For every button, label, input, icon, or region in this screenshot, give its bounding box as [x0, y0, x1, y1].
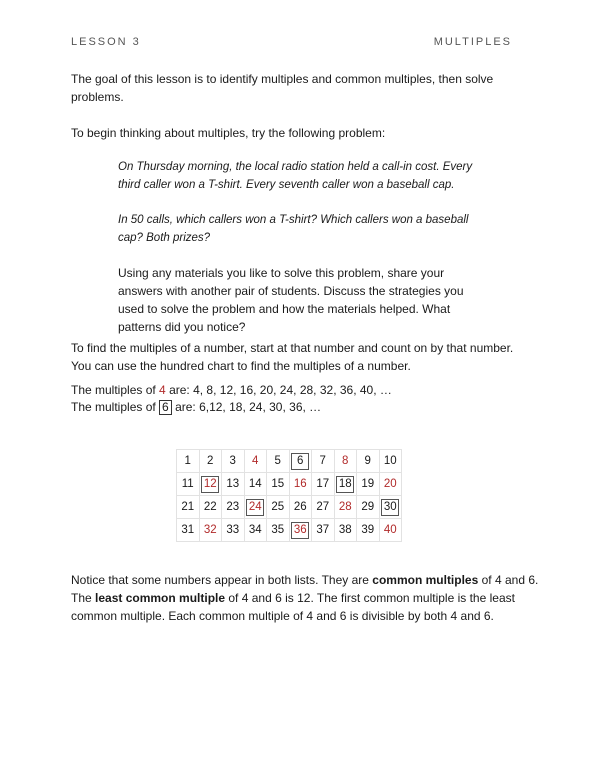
number-4-highlight: 4: [159, 383, 166, 397]
chart-cell-number: 6: [291, 453, 309, 470]
chart-cell: [379, 450, 402, 473]
chart-cell: [312, 450, 335, 473]
chart-cell: [379, 496, 402, 519]
multiples-of-6-prefix: The multiples of: [71, 400, 160, 414]
chart-cell-number: 10: [383, 455, 397, 467]
chart-cell: [177, 450, 200, 473]
chart-cell: [177, 473, 200, 496]
chart-cell-number: 32: [203, 524, 217, 536]
chart-cell-number: 1: [184, 455, 191, 467]
chart-cell-number: 28: [338, 501, 352, 513]
chart-cell-number: 25: [271, 501, 285, 513]
chart-cell: [222, 496, 245, 519]
chart-cell: [267, 496, 290, 519]
chart-cell-number: 30: [381, 499, 399, 516]
problem-question: In 50 calls, which callers won a T-shirt? Which callers won a baseball cap? Both prizes?: [118, 214, 469, 244]
multiples-of-4-prefix: The multiples of: [71, 383, 160, 397]
chart-cell-number: 29: [361, 501, 375, 513]
chart-cell: [379, 519, 402, 542]
chart-cell: [267, 519, 290, 542]
chart-cell-number: 16: [293, 478, 307, 490]
chart-cell: [199, 496, 222, 519]
chart-cell-number: 37: [316, 524, 330, 536]
discussion-prompt: Using any materials you like to solve this problem, share your answers with another pair of students. Discuss the strategies you used to solve the problem and how the materials helped. What patterns did you notice?: [118, 266, 464, 334]
chart-cell: [199, 473, 222, 496]
chart-cell: [312, 519, 335, 542]
chart-cell-number: 4: [252, 455, 259, 467]
chart-cell: [357, 450, 380, 473]
chart-cell: [334, 519, 357, 542]
chart-cell: [334, 496, 357, 519]
multiples-of-6-line: [71, 398, 541, 416]
intro-paragraph: The goal of this lesson is to identify multiples and common multiples, then solve problems.: [71, 72, 494, 104]
chart-cell-number: 22: [203, 501, 217, 513]
hundred-chart: [176, 449, 402, 542]
chart-row: [177, 450, 402, 473]
chart-cell-number: 7: [319, 455, 326, 467]
chart-cell-number: 18: [336, 476, 354, 493]
problem-statement: On Thursday morning, the local radio station held a call-in cost. Every third caller won a T-shirt. Every seventh caller won a baseball cap.: [118, 161, 473, 191]
chart-cell: [312, 473, 335, 496]
chart-cell: [267, 450, 290, 473]
chart-cell-number: 34: [248, 524, 262, 536]
number-6-boxed: 6: [159, 400, 172, 415]
chart-cell-number: 13: [226, 478, 240, 490]
chart-cell-number: 2: [207, 455, 214, 467]
multiples-of-6-list: are: 6,12, 18, 24, 30, 36, …: [171, 400, 322, 414]
chart-cell-number: 11: [181, 478, 194, 490]
chart-cell: [334, 450, 357, 473]
chart-cell: [289, 496, 312, 519]
lesson-topic: MULTIPLES: [433, 36, 512, 48]
chart-cell-number: 36: [291, 522, 309, 539]
find-multiples-paragraph: To find the multiples of a number, start at that number and count on by that number. You can use the hundred chart to find the multiples of a number.: [71, 341, 514, 373]
chart-cell-number: 21: [181, 501, 195, 513]
chart-cell-number: 26: [293, 501, 307, 513]
chart-row: [177, 519, 402, 542]
chart-cell-number: 14: [248, 478, 262, 490]
chart-cell: [357, 473, 380, 496]
chart-cell: [379, 473, 402, 496]
notice-paragraph: [71, 571, 541, 625]
chart-cell: [244, 450, 267, 473]
chart-cell-number: 27: [316, 501, 330, 513]
chart-cell-number: 35: [271, 524, 285, 536]
chart-cell: [289, 519, 312, 542]
chart-cell-number: 40: [383, 524, 397, 536]
chart-cell-number: 39: [361, 524, 375, 536]
chart-cell: [267, 473, 290, 496]
chart-cell-number: 17: [316, 478, 330, 490]
least-common-multiple-term: least common multiple: [95, 591, 226, 605]
chart-cell-number: 38: [338, 524, 352, 536]
chart-cell: [222, 450, 245, 473]
chart-cell: [244, 473, 267, 496]
multiples-of-4-list: are: 4, 8, 12, 16, 20, 24, 28, 32, 36, 40, …: [165, 383, 392, 397]
chart-cell: [177, 496, 200, 519]
chart-cell: [334, 473, 357, 496]
chart-cell-number: 24: [246, 499, 264, 516]
lesson-label: LESSON 3: [71, 36, 141, 48]
chart-cell-number: 19: [361, 478, 375, 490]
notice-text-3: of 4 and 6 is 12. The first common multiple is the least common multiple. Each common multiple of 4 and 6 is divisible by both 4 and 6.: [71, 591, 515, 623]
chart-cell: [199, 450, 222, 473]
notice-text-2: of 4 and 6. The: [71, 573, 539, 605]
chart-cell: [289, 450, 312, 473]
chart-cell: [222, 473, 245, 496]
chart-cell: [222, 519, 245, 542]
chart-cell: [244, 519, 267, 542]
chart-cell-number: 12: [201, 476, 219, 493]
page-header: [71, 36, 512, 48]
common-multiples-term: common multiples: [372, 573, 479, 587]
chart-cell-number: 9: [364, 455, 371, 467]
chart-cell: [357, 496, 380, 519]
chart-cell: [312, 496, 335, 519]
chart-cell-number: 15: [271, 478, 285, 490]
chart-cell-number: 20: [383, 478, 397, 490]
chart-cell: [357, 519, 380, 542]
notice-text-1: Notice that some numbers appear in both lists. They are: [71, 573, 373, 587]
chart-row: [177, 496, 402, 519]
chart-cell: [199, 519, 222, 542]
chart-cell-number: 31: [181, 524, 195, 536]
chart-cell-number: 5: [274, 455, 281, 467]
chart-cell-number: 8: [342, 455, 349, 467]
chart-cell-number: 33: [226, 524, 240, 536]
chart-cell-number: 3: [229, 455, 236, 467]
begin-paragraph: To begin thinking about multiples, try the following problem:: [71, 126, 386, 140]
chart-cell: [244, 496, 267, 519]
chart-cell-number: 23: [226, 501, 240, 513]
chart-row: [177, 473, 402, 496]
chart-cell: [177, 519, 200, 542]
multiples-of-4-line: [71, 381, 541, 399]
chart-cell: [289, 473, 312, 496]
